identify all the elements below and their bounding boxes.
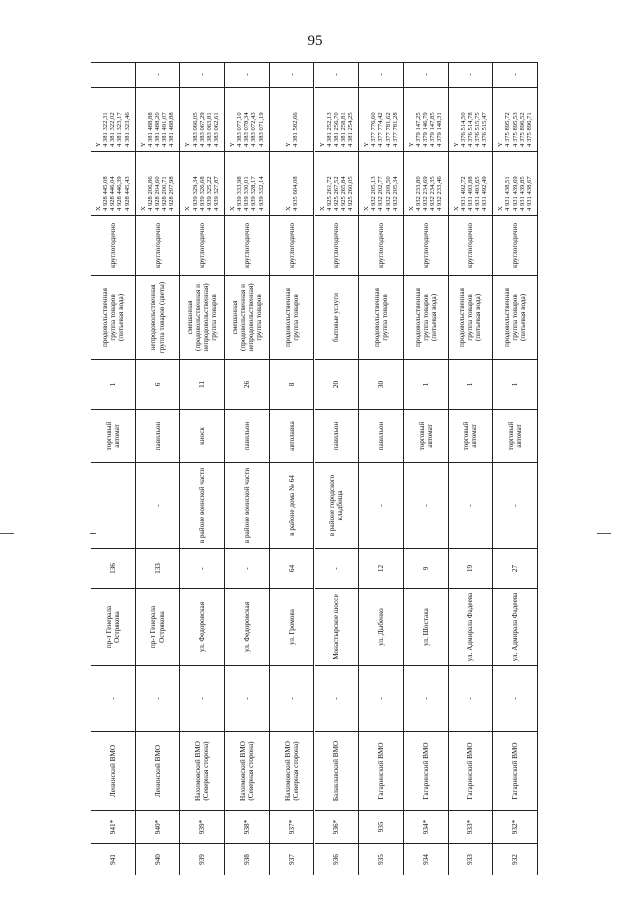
cell-last: - [287,73,296,76]
location-id [225,811,269,844]
cell-last: - [421,73,430,76]
cell-landmark: - [421,504,430,507]
cell-type: торговый автомат [417,421,434,451]
cell-area: 1 [466,382,475,387]
landmark [136,463,180,549]
operating-period [404,216,448,276]
house-number [359,549,403,589]
cell-type: автолавка [287,421,296,451]
district [225,732,269,811]
last-column [315,62,359,88]
location-id [315,811,359,844]
cell-landmark: - [153,504,162,507]
cell-landmark: в районе воинской части [242,467,251,544]
cell-house: 9 [421,566,430,571]
cell-type: павильон [242,421,251,451]
cell-num: 936 [332,854,341,865]
object-type [404,410,448,463]
specialization [404,276,448,360]
house-number [180,549,224,589]
cell-area: 30 [377,380,385,389]
cell-house: 64 [287,564,296,573]
last-column [493,62,537,88]
cell-y: Y 4 381 582,66 [284,112,299,147]
coordinates-y [493,88,537,152]
specialization [359,276,403,360]
house-number [449,549,493,589]
cell-area: 1 [108,382,117,387]
district [449,732,493,811]
row-number [225,844,269,875]
location-id [404,811,448,844]
cell-period: круглогодично [377,222,385,269]
cell-spec: продовольственная группа товаров (питьевая вода) [458,288,483,347]
object-type [225,410,269,463]
cell-x: X 4 939 333,98 4 939 330,01 4 939 328,17 4 939 332,14 [229,176,265,211]
street [449,589,493,666]
reserved-column [449,666,493,732]
house-number [270,549,314,589]
cell-street: Монастырское шоссе [332,594,341,660]
cell-street: пр-т Генерала Острякова [149,605,166,649]
cell-y: Y 4 379 147,25 4 379 146,79 4 379 147,85 4 379 148,31 [407,112,444,147]
landmark [493,463,537,549]
cell-type: павильон [332,421,341,451]
cell-landmark: в районе дома № 64 [287,475,296,536]
location-id [270,811,314,844]
cell-area: 20 [332,380,341,389]
cut-mark [597,533,611,534]
house-number [136,549,180,589]
cell-house: 19 [466,564,475,573]
reserved-column [91,666,135,732]
row-number [404,844,448,875]
cell-spec: непродовольственная группа товаров (цветы) [149,281,166,354]
house-number [493,549,537,589]
cell-num: 935 [377,854,385,865]
row-number [91,844,135,875]
specialization [91,276,135,360]
cell-id: 932* [511,819,520,835]
cell-c4: - [511,697,520,700]
cell-spec: бытовые услуги [332,292,341,343]
street [91,589,135,666]
cell-street: ул. Дыбенко [377,608,385,646]
cell-house: 136 [108,563,117,574]
house-number [225,549,269,589]
operating-period [493,216,537,276]
cell-num: 937 [287,854,296,865]
area [91,360,135,410]
landmark [315,463,359,549]
cell-type: киоск [198,427,207,445]
district [315,732,359,811]
table-row [91,62,136,875]
reserved-column [270,666,314,732]
object-type [136,410,180,463]
coordinates-x [493,152,537,216]
row-number [449,844,493,875]
area [359,360,403,410]
coordinates-x [449,152,493,216]
cell-landmark: - [466,504,475,507]
area [449,360,493,410]
specialization [136,276,180,360]
reserved-column [136,666,180,732]
cell-id: 939* [198,819,207,835]
cell-c4: - [332,697,341,700]
object-type [359,410,403,463]
cell-period: круглогодично [511,222,520,269]
cell-c4: - [287,697,296,700]
cell-type: торговый автомат [462,421,479,451]
cell-district: Гагаринский ВМО [511,742,520,800]
cell-x: X 4 931 492,72 4 931 493,88 4 931 493,65 4 931 492,49 [452,176,489,211]
cell-landmark: - [511,504,520,507]
page-number: 95 [307,33,323,49]
table-row [493,62,538,875]
operating-period [359,216,403,276]
locations-table [91,62,538,875]
last-column [180,62,224,88]
district [359,732,403,811]
table-row [225,62,270,875]
district [91,732,135,811]
cell-type: павильон [153,421,162,451]
coordinates-x [315,152,359,216]
area [270,360,314,410]
cell-x: X 4 931 438,51 4 931 439,69 4 931 439,85 4 931 438,67 [497,176,533,211]
landmark [449,463,493,549]
row-number [315,844,359,875]
cell-c4: - [242,697,251,700]
coordinates-y [225,88,269,152]
location-id [91,811,135,844]
cell-area: 11 [198,381,207,388]
coordinates-y [359,88,403,152]
coordinates-y [449,88,493,152]
cell-period: круглогодично [287,222,296,269]
location-id [180,811,224,844]
coordinates-y [180,88,224,152]
cell-district: Гагаринский ВМО [421,742,430,800]
cell-area: 1 [511,382,520,387]
cell-house: - [198,567,207,570]
operating-period [270,216,314,276]
last-column [270,62,314,88]
specialization [180,276,224,360]
cell-period: круглогодично [242,222,251,269]
last-column [225,62,269,88]
cell-type: павильон [377,421,385,451]
cell-period: круглогодично [153,222,162,269]
district [404,732,448,811]
cell-period: круглогодично [421,222,430,269]
cell-landmark: - [377,504,385,507]
cell-landmark: в районе городского кладбища [328,474,345,537]
specialization [270,276,314,360]
object-type [270,410,314,463]
cell-type: торговый автомат [104,421,121,451]
cell-street: ул. Адмирала Фадеева [511,592,520,662]
reserved-column [404,666,448,732]
cell-num: 932 [511,854,520,865]
district [136,732,180,811]
last-column [359,62,403,88]
cell-street: ул. Громова [287,609,296,645]
cell-id: 941* [108,819,117,835]
cell-x: X 4 928 445,08 4 928 446,04 4 928 446,39 4 928 445,43 [95,176,131,211]
cell-x: X 4 939 329,34 4 939 326,68 4 939 325,22 4 939 327,87 [184,176,220,211]
cell-id: 935 [377,821,385,833]
cell-period: круглогодично [108,222,117,269]
cell-house: - [332,567,341,570]
reserved-column [180,666,224,732]
cell-x: X 4 928 206,86 4 928 204,60 4 928 200,71 4 928 207,98 [139,176,176,211]
cell-house: 12 [377,564,385,573]
cell-c4: - [153,697,162,700]
location-id [359,811,403,844]
cell-last: - [511,73,520,76]
cell-x: X 4 935 604,08 [284,176,299,211]
cell-c4: - [377,697,385,700]
coordinates-x [404,152,448,216]
cell-spec: продовольственная группа товаров (питьевая вода) [100,288,125,347]
specialization [315,276,359,360]
district [493,732,537,811]
last-column [91,62,135,88]
table-row [180,62,225,875]
cell-x: X 4 932 205,13 4 932 202,77 4 932 209,50 4 932 205,34 [363,176,399,211]
cell-last: - [153,73,162,76]
cell-house: - [242,567,251,570]
cell-num: 933 [466,854,475,865]
coordinates-x [136,152,180,216]
coordinates-x [270,152,314,216]
cell-y: Y 4 381 322,31 4 381 322,02 4 381 323,17 4 381 323,46 [95,112,131,147]
cell-spec: продовольственная группа товаров [283,288,300,347]
cell-district: Нахимовский ВМО (Северная сторона) [194,741,211,801]
landmark [225,463,269,549]
row-number [270,844,314,875]
cell-spec: продовольственная группа товаров (питьевая вода) [413,288,438,347]
coordinates-y [136,88,180,152]
house-number [404,549,448,589]
cell-street: ул. Адмирала Фадеева [466,592,475,662]
cell-street: ул. Шостака [421,608,430,646]
cell-y: Y 4 383 066,05 4 383 067,29 4 383 063,81 4 383 062,61 [184,112,220,147]
cell-id: 940* [153,819,162,835]
reserved-column [493,666,537,732]
table-row [404,62,449,875]
street [359,589,403,666]
operating-period [180,216,224,276]
district [180,732,224,811]
coordinates-x [91,152,135,216]
cell-id: 934* [421,819,430,835]
cell-period: круглогодично [198,222,207,269]
cell-last: - [466,73,475,76]
cell-x: X 4 932 233,80 4 932 234,69 4 932 234,35 4 932 233,46 [407,176,444,211]
table-row [270,62,315,875]
street [404,589,448,666]
object-type [91,410,135,463]
object-type [449,410,493,463]
area [404,360,448,410]
last-column [449,62,493,88]
cell-district: Балаклавский ВМО [332,740,341,802]
last-column [136,62,180,88]
row-number [180,844,224,875]
reserved-column [359,666,403,732]
house-number [315,549,359,589]
street [136,589,180,666]
area [493,360,537,410]
row-number [493,844,537,875]
row-number [359,844,403,875]
cell-district: Ленинский ВМО [153,744,162,798]
cell-id: 936* [332,819,341,835]
landmark [180,463,224,549]
street [225,589,269,666]
cell-house: 133 [153,563,162,574]
operating-period [225,216,269,276]
location-id [493,811,537,844]
cell-id: 938* [242,819,251,835]
cell-house: 27 [511,564,520,573]
cell-area: 26 [242,380,251,389]
area [180,360,224,410]
coordinates-y [404,88,448,152]
landmark [359,463,403,549]
cell-num: 939 [198,854,207,865]
cell-area: 8 [287,382,296,387]
cut-mark [0,533,14,534]
cell-district: Ленинский ВМО [108,744,117,798]
location-id [449,811,493,844]
coordinates-y [315,88,359,152]
cell-street: ул. Федоровская [198,601,207,653]
cell-last: - [198,73,207,76]
specialization [225,276,269,360]
specialization [449,276,493,360]
reserved-column [315,666,359,732]
cell-type: торговый автомат [507,421,524,451]
coordinates-y [270,88,314,152]
object-type [315,410,359,463]
cell-last: - [332,73,341,76]
cell-period: круглогодично [332,222,341,269]
cell-num: 941 [108,854,117,865]
street [493,589,537,666]
cell-area: 6 [153,382,162,387]
area [315,360,359,410]
landmark [91,463,135,549]
cell-id: 937* [287,819,296,835]
specialization [493,276,537,360]
coordinates-y [91,88,135,152]
cell-c4: - [108,697,117,700]
cell-spec: продовольственная группа товаров (питьевая вода) [503,288,528,347]
cell-district: Нахимовский ВМО (Северная сторона) [283,741,300,801]
street [270,589,314,666]
street [180,589,224,666]
cell-c4: - [466,697,475,700]
area [136,360,180,410]
cell-area: 1 [421,382,430,387]
row-number [136,844,180,875]
cell-c4: - [198,697,207,700]
cell-num: 940 [153,854,162,865]
table-row [136,62,181,875]
coordinates-x [225,152,269,216]
street [315,589,359,666]
operating-period [449,216,493,276]
table-row [449,62,494,875]
cell-x: X 4 925 261,72 4 925 267,52 4 925 265,84 4 925 260,05 [318,176,354,211]
cell-c4: - [421,697,430,700]
operating-period [315,216,359,276]
cell-y: Y 4 377 776,60 4 377 774,42 4 377 781,62 4 377 781,28 [363,112,399,147]
landmark [270,463,314,549]
cell-y: Y 4 381 252,13 4 381 256,70 4 381 258,81 4 381 254,25 [318,112,354,147]
cell-y: Y 4 383 077,10 4 383 078,34 4 383 072,43 4 383 071,19 [229,112,265,147]
operating-period [136,216,180,276]
district [270,732,314,811]
table-frame [91,62,538,875]
cell-spec: смешанная (продовольственная и непродовольственная) группа товаров [230,283,263,352]
operating-period [91,216,135,276]
cell-district: Гагаринский ВМО [466,742,475,800]
cell-spec: смешанная (продовольственная и непродовольственная) группа товаров [186,283,219,352]
cell-id: 933* [466,819,475,835]
location-id [136,811,180,844]
cell-num: 934 [421,854,430,865]
coordinates-x [359,152,403,216]
object-type [493,410,537,463]
object-type [180,410,224,463]
cell-street: пр-т Генерала Острякова [104,605,121,649]
cell-last: - [377,73,385,76]
cell-last: - [242,73,251,76]
cell-district: Нахимовский ВМО (Северная сторона) [238,741,255,801]
cell-y: Y 4 375 895,72 4 375 895,53 4 375 896,52 4 375 896,71 [497,112,533,147]
house-number [91,549,135,589]
landmark [404,463,448,549]
cell-landmark: в районе воинской части [198,467,207,544]
last-column [404,62,448,88]
table-row [315,62,360,875]
cell-district: Гагаринский ВМО [377,742,385,800]
cell-street: ул. Федоровская [242,601,251,653]
cell-spec: продовольственная группа товаров [372,288,390,347]
table-row [359,62,404,875]
cell-period: круглогодично [466,222,475,269]
cell-y: Y 4 376 514,50 4 376 514,78 4 376 515,75 4 376 515,47 [452,112,489,147]
cell-num: 938 [242,854,251,865]
area [225,360,269,410]
cell-y: Y 4 381 488,88 4 381 488,20 4 381 491,07 4 381 488,88 [139,112,176,147]
reserved-column [225,666,269,732]
coordinates-x [180,152,224,216]
